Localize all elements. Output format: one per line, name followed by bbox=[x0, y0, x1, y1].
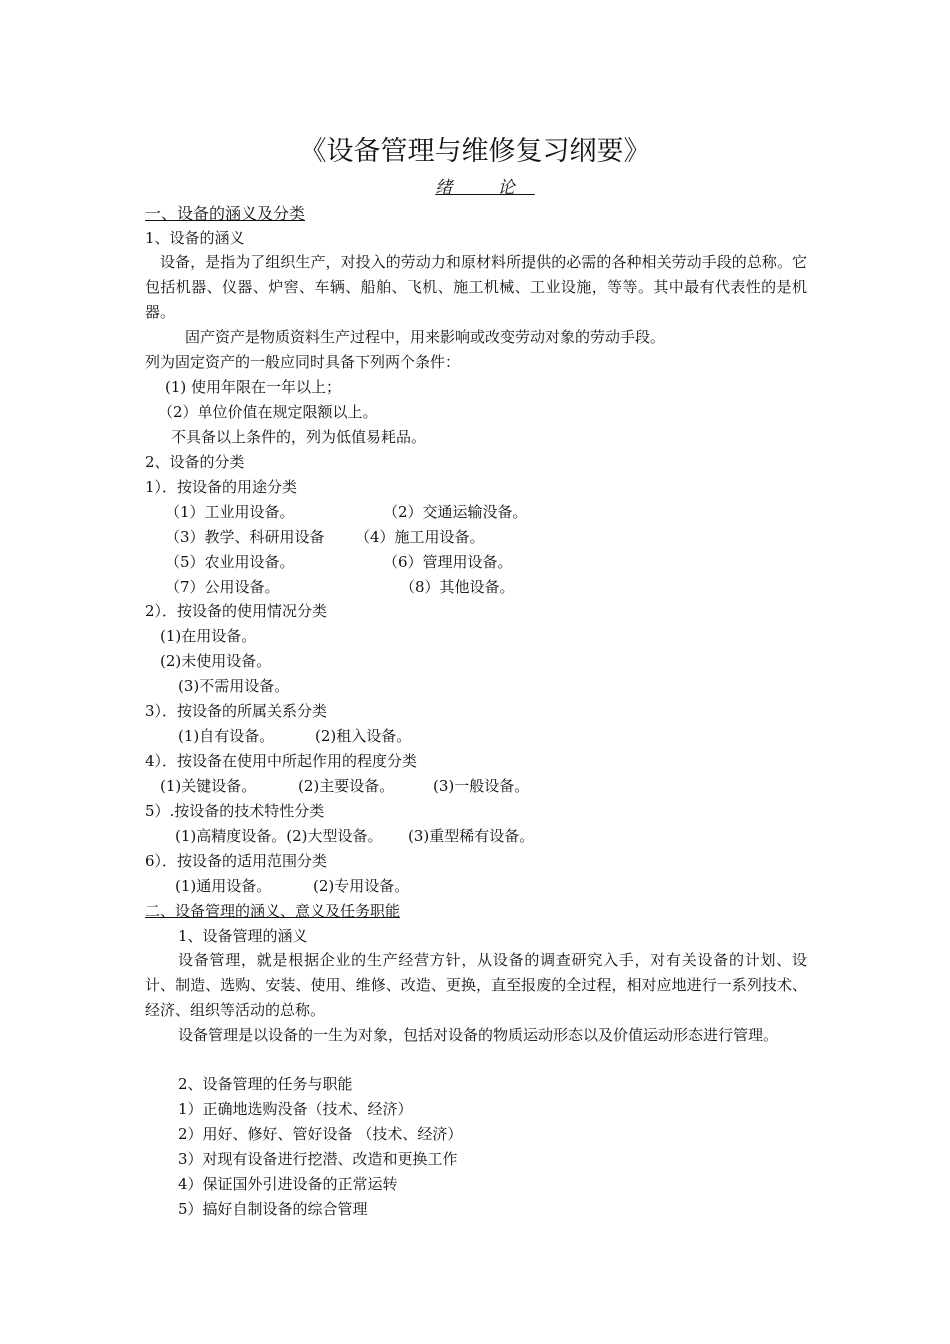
classification-5-heading: 5）.按设备的技术特性分类 bbox=[145, 802, 325, 820]
class-item: （1）工业用设备。 bbox=[165, 503, 295, 521]
class-item: (2)租入设备。 bbox=[315, 727, 412, 745]
condition-1: (1) 使用年限在一年以上； bbox=[165, 378, 342, 396]
class-item: (1)自有设备。 bbox=[178, 727, 275, 745]
class-item: （6）管理用设备。 bbox=[383, 553, 513, 571]
paragraph-fixed-assets: 固产资产是物质资料生产过程中，用来影响或改变劳动对象的劳动手段。 bbox=[185, 328, 666, 346]
document-title: 《设备管理与维修复习纲要》 bbox=[299, 136, 651, 167]
classification-2-heading: 2）．按设备的使用情况分类 bbox=[145, 602, 328, 620]
section-1-1-heading: 1、设备的涵义 bbox=[145, 229, 245, 247]
section-2-heading: 二、设备管理的涵义、意义及任务职能 bbox=[145, 902, 401, 920]
class-item: (3)不需用设备。 bbox=[178, 677, 290, 695]
condition-note: 不具备以上条件的，列为低值易耗品。 bbox=[171, 428, 427, 446]
task-item: 4）保证国外引进设备的正常运转 bbox=[178, 1175, 398, 1193]
class-item: (3)重型稀有设备。 bbox=[408, 827, 535, 845]
section-2-2-heading: 2、设备管理的任务与职能 bbox=[178, 1075, 353, 1093]
paragraph-management-scope: 设备管理是以设备的一生为对象，包括对设备的物质运动形态以及价值运动形态进行管理。 bbox=[178, 1026, 779, 1044]
paragraph-conditions-intro: 列为固定资产的一般应同时具备下列两个条件： bbox=[145, 353, 461, 371]
task-item: 1）正确地选购没备（技术、经济） bbox=[178, 1100, 413, 1118]
class-item: (1)在用设备。 bbox=[160, 627, 257, 645]
paragraph-management-definition: 设备管理，就是根据企业的生产经营方针，从设备的调查研究入手，对有关设备的计划、设计、制造、选购、安装、使用、维修、改造、更换，直至报废的全过程，相对应地进行一系列技术、经济、组织等活动的总称。 bbox=[145, 951, 807, 1019]
document-subtitle bbox=[0, 176, 950, 200]
class-item: (1)通用设备。 bbox=[175, 877, 272, 895]
class-item: （7）公用设备。 bbox=[165, 578, 280, 596]
class-item: (3)一般设备。 bbox=[433, 777, 530, 795]
classification-3-heading: 3）．按设备的所属关系分类 bbox=[145, 702, 328, 720]
section-2-1-heading: 1、设备管理的涵义 bbox=[178, 927, 308, 945]
classification-1-heading: 1）．按设备的用途分类 bbox=[145, 478, 298, 496]
class-item: （3）教学、科研用设备 bbox=[165, 528, 325, 546]
class-item: （5）农业用设备。 bbox=[165, 553, 295, 571]
task-item: 2）用好、修好、管好设备 （技术、经济） bbox=[178, 1125, 463, 1143]
classification-6-heading: 6）．按设备的适用范围分类 bbox=[145, 852, 328, 870]
class-item: （8）其他设备。 bbox=[400, 578, 515, 596]
task-item: 3）对现有设备进行挖潜、改造和更换工作 bbox=[178, 1150, 458, 1168]
class-item: (2)未使用设备。 bbox=[160, 652, 272, 670]
class-item: （4）施工用设备。 bbox=[355, 528, 485, 546]
class-item: （2）交通运输没备。 bbox=[383, 503, 528, 521]
subtitle-text: 绪 论 bbox=[435, 178, 535, 198]
section-1-2-heading: 2、设备的分类 bbox=[145, 453, 245, 471]
classification-4-heading: 4）．按设备在使用中所起作用的程度分类 bbox=[145, 752, 418, 770]
condition-2: （2）单位价值在规定限额以上。 bbox=[158, 403, 378, 421]
class-item: (2)专用设备。 bbox=[313, 877, 410, 895]
section-1-heading: 一、设备的涵义及分类 bbox=[145, 204, 306, 223]
class-item: (1)高精度设备。(2)大型设备。 bbox=[175, 827, 383, 845]
class-item: (1)关键设备。 bbox=[160, 777, 257, 795]
paragraph-equipment-definition: 设备，是指为了组织生产，对投入的劳动力和原材料所提供的必需的各种相关劳动手段的总称。它包括机器、仪器、炉窖、车辆、船舶、飞机、施工机械、工业设施，等等。其中最有代表性的是机器。 bbox=[145, 253, 807, 321]
class-item: (2)主要设备。 bbox=[298, 777, 395, 795]
task-item: 5）搞好自制设备的综合管理 bbox=[178, 1200, 368, 1218]
